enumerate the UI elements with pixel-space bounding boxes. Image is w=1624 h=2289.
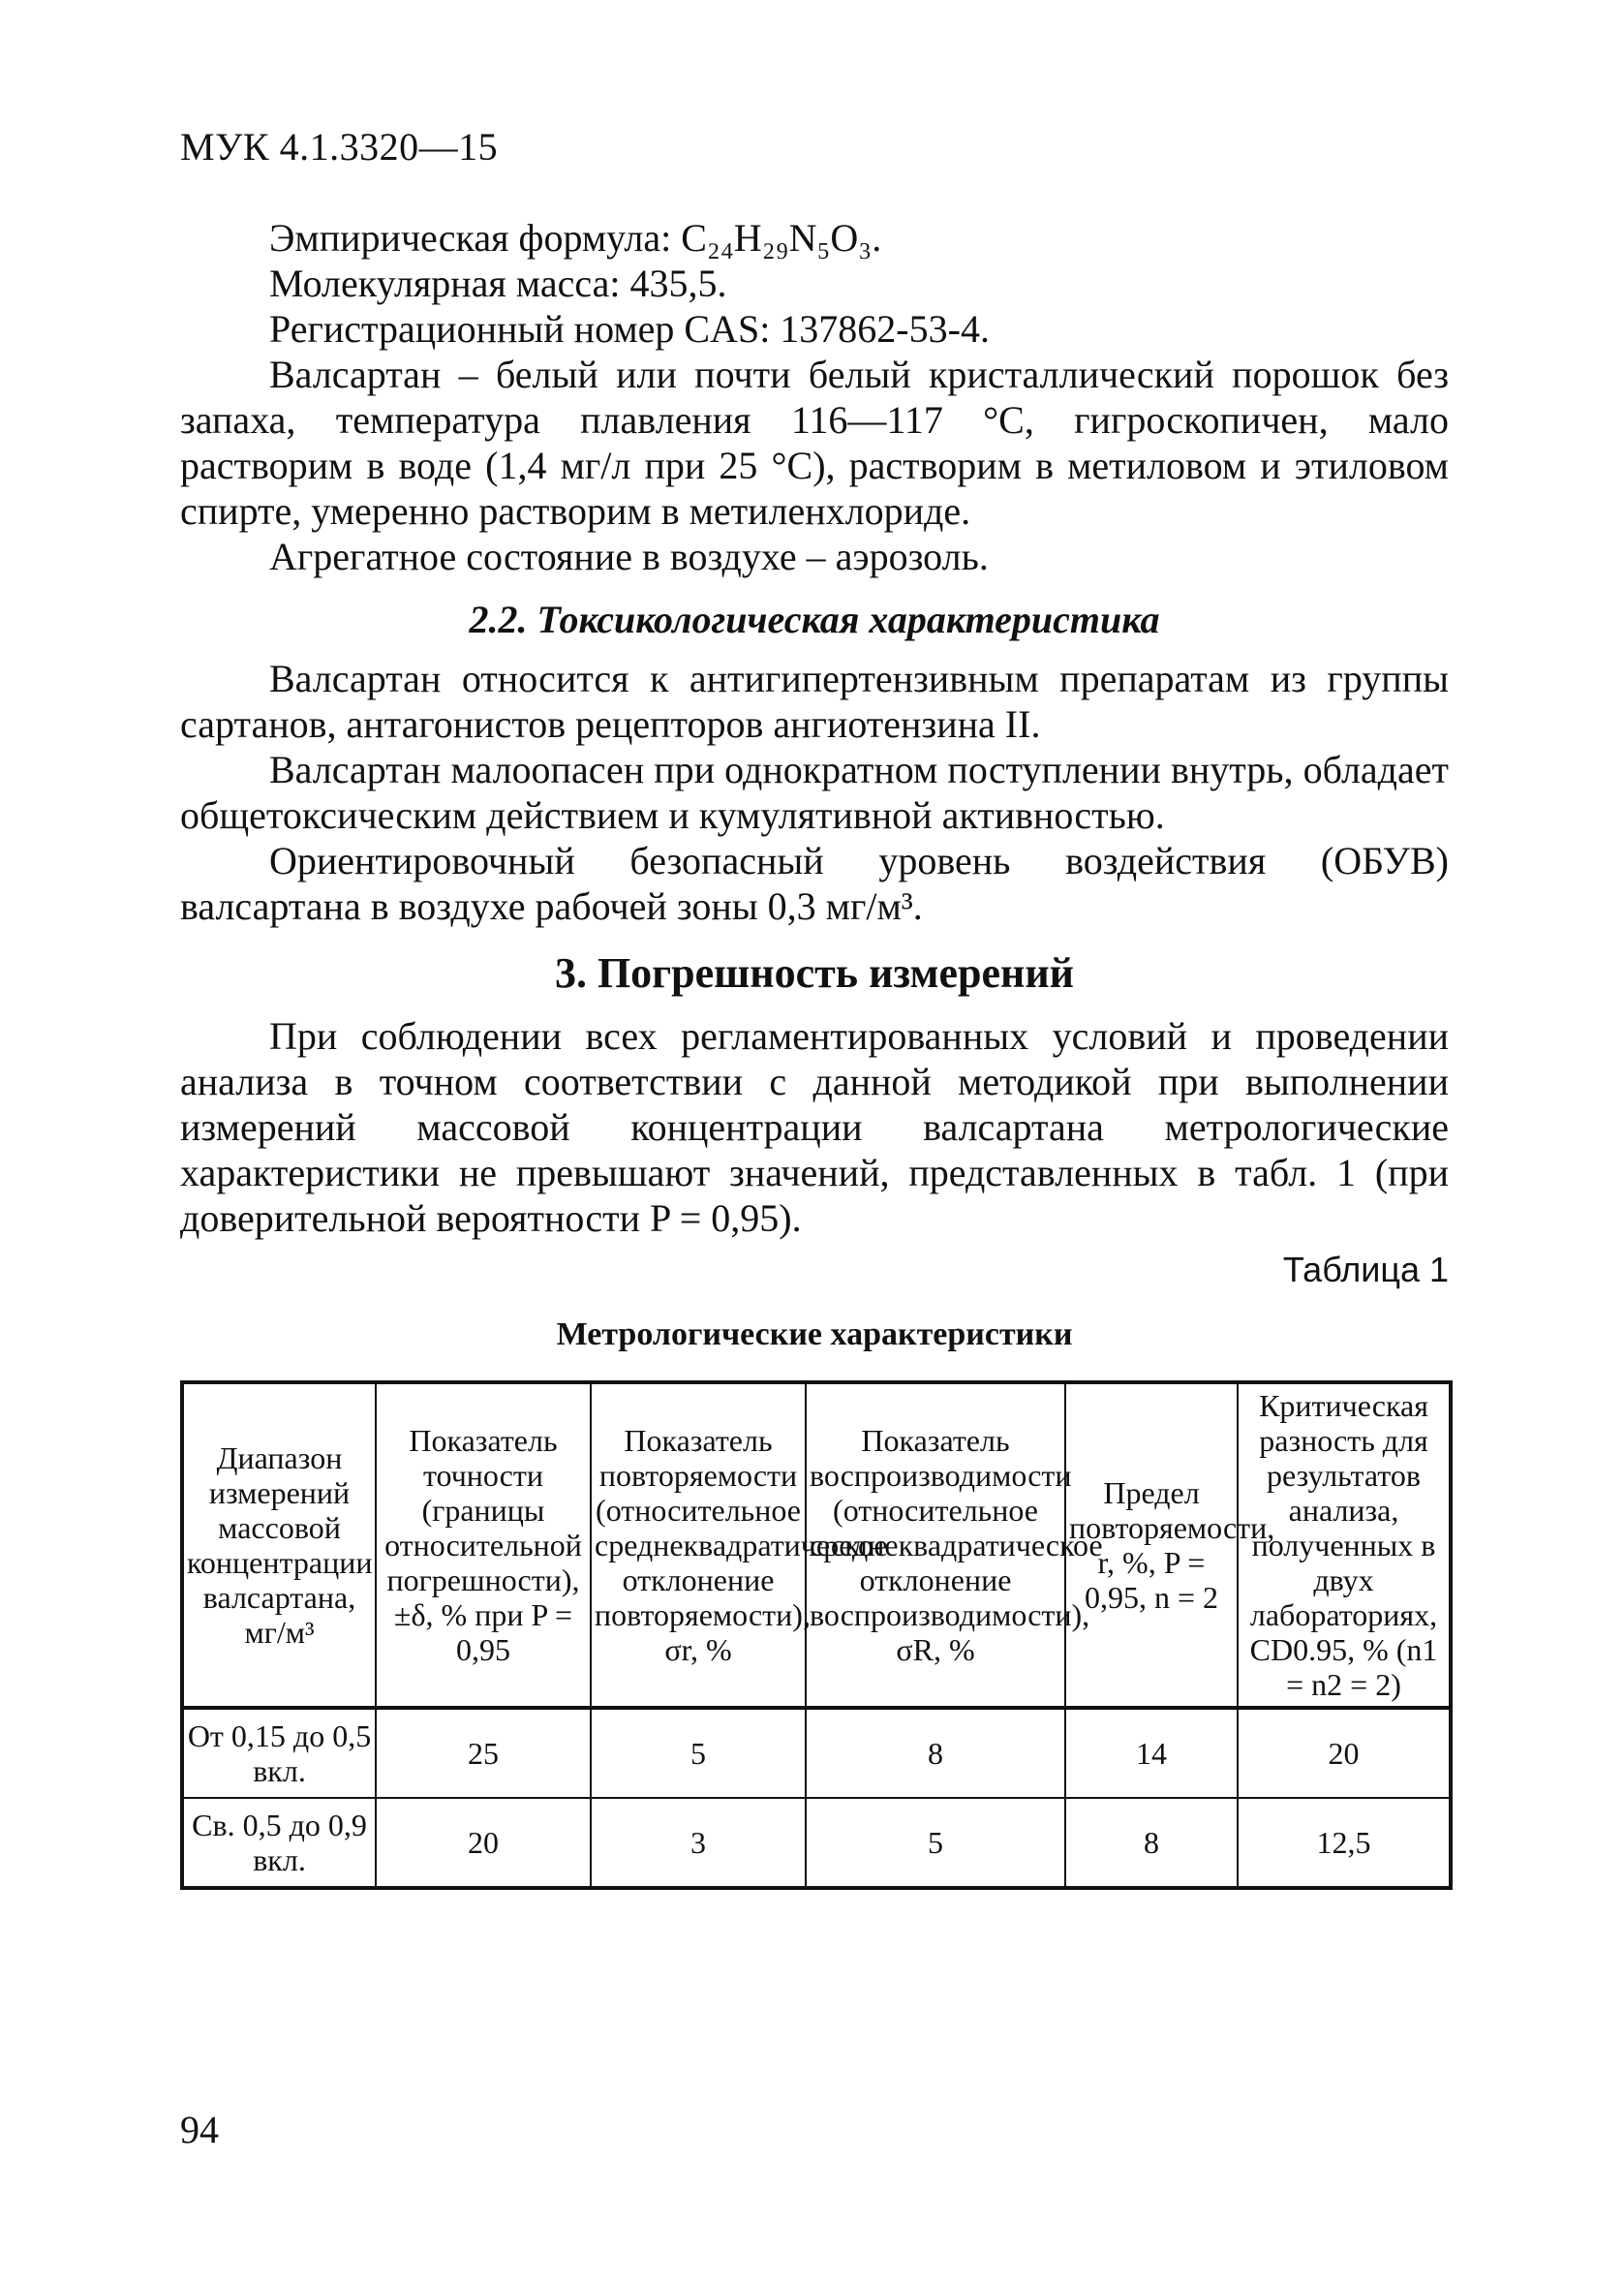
table-cell: Св. 0,5 до 0,9 вкл. [182,1798,376,1888]
header-critical-difference: Критическая разность для результатов анализа, полученных в двух лабораториях, CD0.95, % (n1 = n2 = 2) [1238,1382,1451,1708]
section-3-heading: 3. Погрешность измерений [554,949,1075,997]
metrological-table [180,1380,1453,1890]
table-cell: 8 [1065,1798,1238,1888]
table-number: Таблица 1 [1282,1250,1449,1289]
table-cell: 12,5 [1238,1798,1451,1888]
page-number: 94 [180,2108,219,2151]
table-cell: 20 [1238,1708,1451,1798]
header-repeatability-limit: Предел повторяемости, r, %, P = 0,95, n = 2 [1065,1382,1238,1708]
table-caption: Метрологические характеристики [556,1316,1073,1352]
table-cell: 20 [376,1798,591,1888]
cas-number-line: Регистрационный номер CAS: 137862-53-4. [269,307,990,351]
tox-paragraph-1: Валсартан относится к антигипертензивным препаратам из группы сартанов, антагонистов рецепторов ангиотензина II. [180,657,1449,746]
tox-paragraph-3: Ориентировочный безопасный уровень воздействия (ОБУВ) валсартана в воздухе рабочей зоны 0,3 мг/м³. [180,839,1449,928]
table-cell: От 0,15 до 0,5 вкл. [182,1708,376,1798]
empirical-formula-line: Эмпирическая формула: C₂₄H₂₉N₅O₃. [269,216,882,260]
tox-paragraph-2: Валсартан малоопасен при однократном поступлении внутрь, обладает общетоксическим действием и кумулятивной активностью. [180,748,1449,837]
error-paragraph: При соблюдении всех регламентированных условий и проведении анализа в точном соответствии с данной методикой при выполнении измерений массовой концентрации валсартана метрологические характеристики не превышают значений, представленных в табл. 1 (при доверительной вероятности P = 0,95). [180,1014,1449,1240]
header-reproducibility: Показатель воспроизводимости (относительное среднеквадратическое отклонение воспроизводимости), σR, % [806,1382,1065,1708]
table-cell: 5 [806,1798,1065,1888]
section-2-2-heading: 2.2. Токсикологическая характеристика [469,598,1160,641]
document-code-header: МУК 4.1.3320—15 [180,125,499,169]
table-row [182,1798,1451,1888]
table-cell: 25 [376,1708,591,1798]
table-cell: 8 [806,1708,1065,1798]
table-row [182,1708,1451,1798]
table-cell: 14 [1065,1708,1238,1798]
aggregate-state-paragraph: Агрегатное состояние в воздухе – аэрозоль. [269,535,989,578]
header-accuracy: Показатель точности (границы относительной погрешности), ±δ, % при P = 0,95 [376,1382,591,1708]
table-cell: 5 [591,1708,806,1798]
description-paragraph: Валсартан – белый или почти белый кристаллический порошок без запаха, температура плавления 116—117 °С, гигроскопичен, мало растворим в воде (1,4 мг/л при 25 °С), растворим в метиловом и этиловом спирте, умеренно растворим в метиленхлориде. [180,353,1449,533]
header-repeatability: Показатель повторяемости (относительное среднеквадратическое отклонение повторяемости), σr, % [591,1382,806,1708]
page-content [180,215,1449,1890]
table-header-row [182,1382,1451,1708]
molecular-mass-line: Молекулярная масса: 435,5. [269,262,727,305]
header-range: Диапазон измерений массовой концентрации валсартана, мг/м³ [182,1382,376,1708]
table-cell: 3 [591,1798,806,1888]
